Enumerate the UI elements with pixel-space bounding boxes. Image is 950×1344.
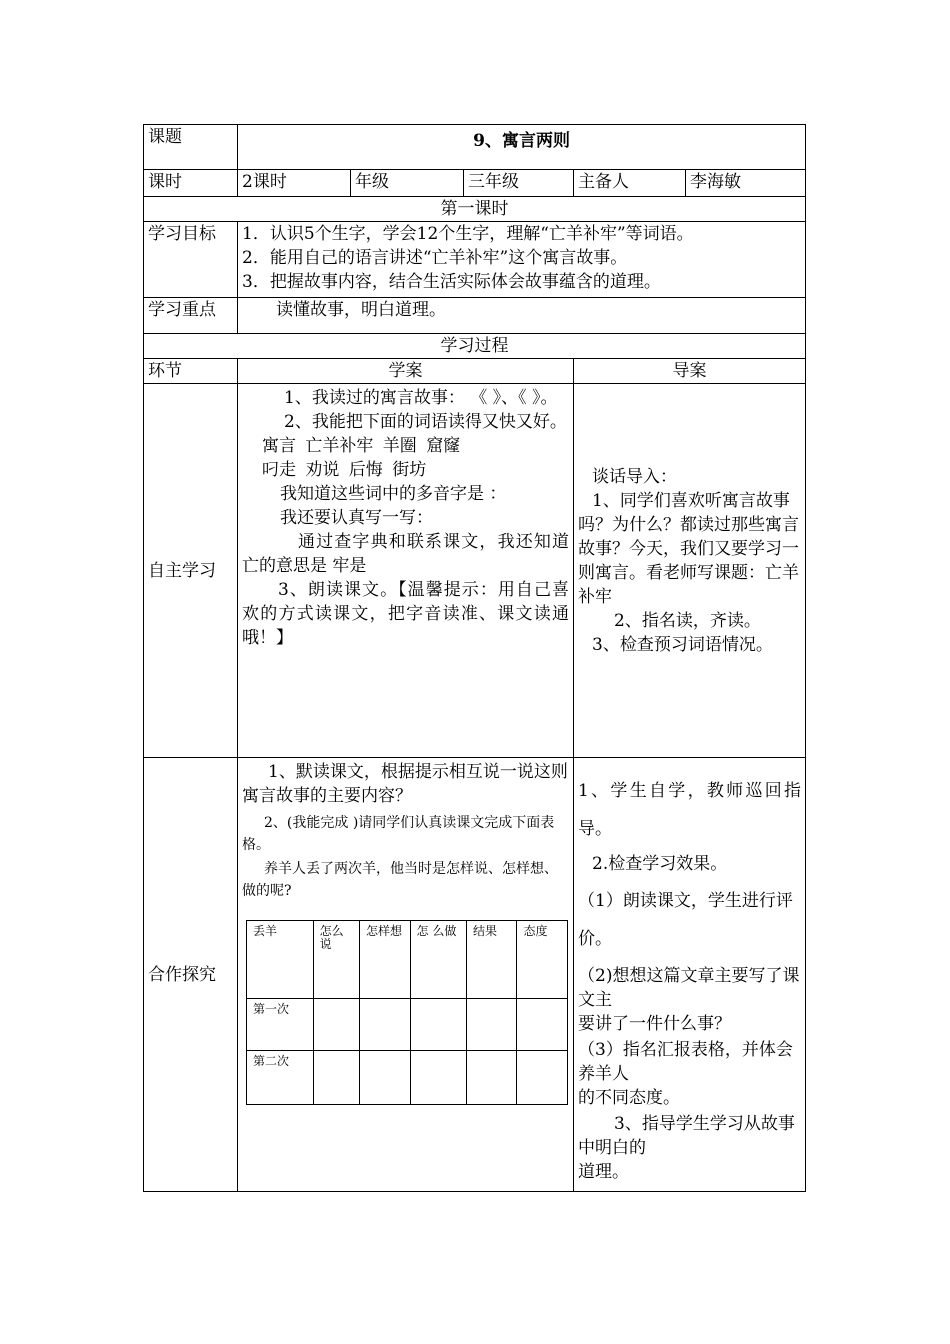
- blank-cell[interactable]: [517, 999, 568, 1051]
- topic-title: 9、寓言两则: [238, 125, 806, 170]
- self-study-content: [238, 384, 574, 758]
- study-line: 1、我读过的寓言故事： 《 》、《 》。: [284, 388, 558, 408]
- blank-cell[interactable]: [467, 1051, 517, 1105]
- process-title: 学习过程: [144, 334, 806, 359]
- guide-line: 的不同态度。: [578, 1088, 680, 1108]
- guide-line: 要讲了一件什么事？: [578, 1014, 731, 1034]
- column-stage: 环节: [144, 359, 238, 384]
- blank-cell[interactable]: [410, 999, 467, 1051]
- guide-line: 2、指名读，齐读。: [614, 610, 761, 631]
- cooperate-content: [238, 758, 574, 1192]
- hours-value: 2课时: [238, 170, 351, 197]
- topic-label: 课题: [144, 125, 238, 170]
- study-line: 寓言 亡羊补牢 羊圈 窟窿: [262, 436, 461, 456]
- cooperate-guide: [574, 758, 806, 1192]
- guide-line: （2)想想这篇文章主要写了课文主: [578, 966, 800, 1010]
- preparer-value: 李海敏: [686, 170, 806, 197]
- study-line: 3、朗读课文。【温馨提示：用自己喜欢的方式读课文，把字音读准、课文读通哦！】: [242, 580, 569, 648]
- table-header: 结果: [467, 921, 517, 999]
- sheep-loss-table: [246, 920, 568, 1105]
- objective-item: 2．能用自己的语言讲述“亡羊补牢”这个寓言故事。: [242, 248, 628, 268]
- guide-line: 3、指导学生学习从故事中明白的: [578, 1114, 795, 1158]
- grade-label: 年级: [351, 170, 464, 197]
- column-study: 学案: [238, 359, 574, 384]
- objective-item: 3．把握故事内容，结合生活实际体会故事蕴含的道理。: [242, 272, 661, 292]
- preparer-label: 主备人: [574, 170, 686, 197]
- table-row: [247, 1051, 568, 1105]
- grade-value: 三年级: [464, 170, 574, 197]
- guide-line: （3）指名汇报表格，并体会养羊人: [578, 1040, 793, 1084]
- hours-label: 课时: [144, 170, 238, 197]
- table-header: 怎么说: [313, 921, 359, 999]
- study-line: 叼走 劝说 后悔 街坊: [262, 460, 427, 480]
- blank-cell[interactable]: [360, 1051, 410, 1105]
- row-label: 第一次: [247, 999, 314, 1051]
- row-label: 第二次: [247, 1051, 314, 1105]
- lesson-plan-table: [143, 124, 806, 1192]
- focus-label: 学习重点: [144, 298, 238, 334]
- blank-cell[interactable]: [467, 999, 517, 1051]
- self-study-guide: [574, 384, 806, 758]
- study-line: 养羊人丢了两次羊，他当时是怎样说、怎样想、做的呢?: [242, 861, 558, 899]
- objectives-label: 学习目标: [144, 222, 238, 298]
- table-header: 怎 么做: [410, 921, 467, 999]
- blank-cell[interactable]: [313, 999, 359, 1051]
- objective-item: 1．认识5个生字，学会12个生字，理解“亡羊补牢”等词语。: [242, 224, 694, 244]
- self-study-label: 自主学习: [144, 384, 238, 758]
- study-line: 我还要认真写一写：: [280, 508, 433, 528]
- column-guide: 导案: [574, 359, 806, 384]
- blank-cell[interactable]: [410, 1051, 467, 1105]
- section-title: 第一课时: [144, 197, 806, 222]
- table-header: 怎样想: [360, 921, 410, 999]
- table-row: [247, 999, 568, 1051]
- blank-cell[interactable]: [517, 1051, 568, 1105]
- objectives-list: [238, 222, 806, 298]
- study-line: 2、(我能完成 )请同学们认真读课文完成下面表格。: [242, 815, 555, 853]
- table-header: 态度: [517, 921, 568, 999]
- blank-cell[interactable]: [313, 1051, 359, 1105]
- blank-cell[interactable]: [360, 999, 410, 1051]
- study-line: 通过查字典和联系课文，我还知道亡的意思是 牢是: [242, 532, 569, 576]
- guide-line: 1、同学们喜欢听寓言故事吗？为什么？都读过那些寓言故事？今天，我们又要学习一则寓言。看老师写课题：亡羊补牢: [578, 490, 799, 607]
- guide-line: 2.检查学习效果。: [592, 854, 728, 874]
- cooperate-label: 合作探究: [144, 758, 238, 1192]
- study-line: 2、我能把下面的词语读得又快又好。: [284, 412, 567, 432]
- study-line: 1、默读课文，根据提示相互说一说这则寓言故事的主要内容？: [242, 762, 568, 806]
- guide-line: 1、学生自学，教师巡回指导。: [578, 781, 802, 839]
- guide-line: （1）朗读课文，学生进行评价。: [578, 891, 793, 949]
- guide-line: 谈话导入：: [592, 466, 677, 487]
- guide-line: 3、检查预习词语情况。: [592, 634, 773, 655]
- guide-line: 道理。: [578, 1162, 629, 1182]
- table-header: 丢羊: [247, 921, 314, 999]
- study-line: 我知道这些词中的多音字是 ：: [280, 484, 507, 504]
- focus-text: 读懂故事，明白道理。: [238, 298, 806, 334]
